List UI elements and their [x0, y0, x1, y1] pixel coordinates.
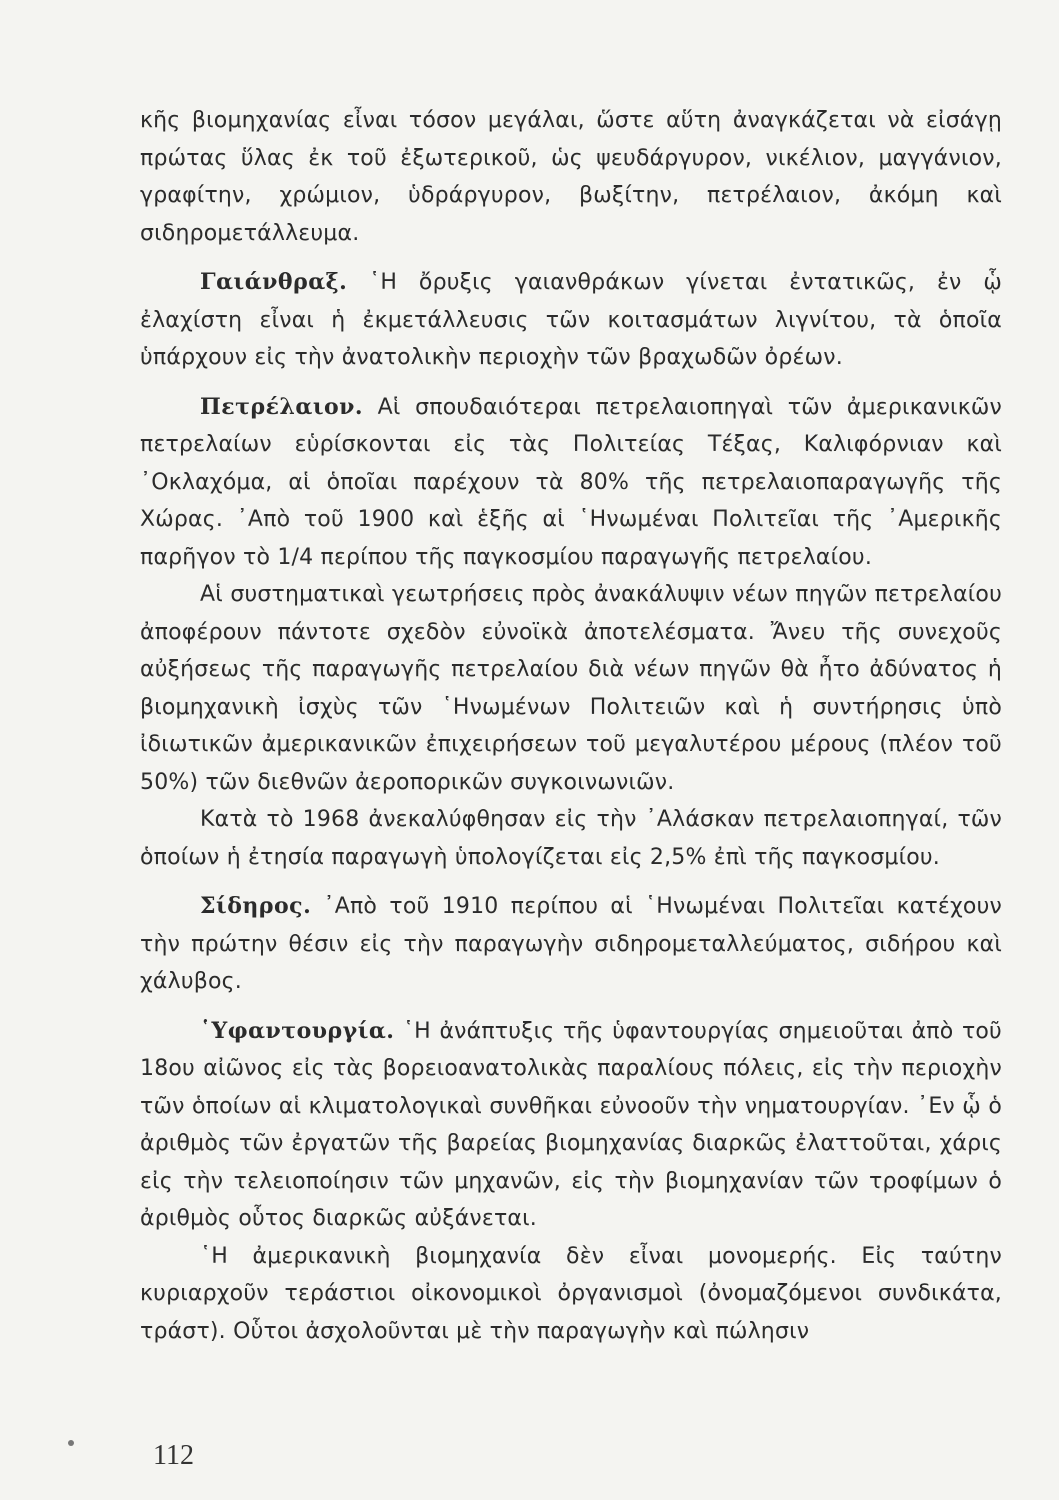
section-heading-coal: Γαιάνθραξ. — [200, 269, 348, 295]
paragraph-industry — [140, 1238, 1002, 1351]
paragraph-text: ῾Η ἀνάπτυξις τῆς ὑφαντουργίας σημειοῦται ἀπὸ τοῦ 18ου αἰῶνος εἰς τὰς βορειοανατολικὰς παραλίους πόλεις, εἰς τὴν περιοχὴν τῶν ὁποίων αἱ κλιματολογικαὶ συνθῆκαι εὐνοοῦν τὴν νηματουργίαν. ᾿Εν ᾧ ὁ ἀριθμὸς τῶν ἐργατῶν τῆς βαρείας βιομηχανίας διαρκῶς ἐλαττοῦται, χάρις εἰς τὴν τελειοποίησιν τῶν μηχανῶν, εἰς τὴν βιομηχανίαν τῶν τροφίμων ὁ ἀριθμὸς οὗτος διαρκῶς αὐξάνεται. — [140, 1018, 1002, 1231]
body-text — [140, 102, 1002, 1350]
ink-speck — [68, 1440, 74, 1446]
paragraph-drilling — [140, 576, 1002, 801]
paragraph-intro — [140, 102, 1002, 252]
paragraph-text: ῾Η ἀμερικανικὴ βιομηχανία δὲν εἶναι μονομερής. Εἰς ταύτην κυριαρχοῦν τεράστιοι οἰκονομικοὶ ὀργανισμοὶ (ὀνομαζόμενοι συνδικάτα, τράστ). Οὗτοι ἀσχολοῦνται μὲ τὴν παραγωγὴν καὶ πώλησιν — [140, 1243, 1002, 1344]
paragraph-textiles — [140, 1013, 1002, 1238]
section-heading-petroleum: Πετρέλαιον. — [200, 393, 364, 420]
paragraph-coal — [140, 264, 1002, 377]
paragraph-text: κῆς βιομηχανίας εἶναι τόσον μεγάλαι, ὥστε αὕτη ἀναγκάζεται νὰ εἰσάγῃ πρώτας ὕλας ἐκ τοῦ ἐξωτερικοῦ, ὡς ψευδάργυρον, νικέλιον, μαγγάνιον, γραφίτην, χρώμιον, ὑδράργυρον, βωξίτην, πετρέλαιον, ἀκόμη καὶ σιδηρομετάλλευμα. — [140, 108, 1002, 246]
paragraph-alaska — [140, 801, 1002, 876]
paragraph-text: Αἱ σπουδαιότεραι πετρελαιοπηγαὶ τῶν ἀμερικανικῶν πετρελαίων εὑρίσκονται εἰς τὰς Πολιτείας Τέξας, Καλιφόρνιαν καὶ ᾿Οκλαχόμα, αἱ ὁποῖαι παρέχουν τὰ 80% τῆς πετρελαιοπαραγωγῆς τῆς Χώρας. ᾿Απὸ τοῦ 1900 καὶ ἑξῆς αἱ ῾Ηνωμέναι Πολιτεῖαι τῆς ᾿Αμερικῆς παρῆγον τὸ 1/4 περίπου τῆς παγκοσμίου παραγωγῆς πετρελαίου. — [140, 394, 1002, 570]
page-number: 112 — [153, 1440, 194, 1471]
paragraph-text: Αἱ συστηματικαὶ γεωτρήσεις πρὸς ἀνακάλυψιν νέων πηγῶν πετρελαίου ἀποφέρουν πάντοτε σχεδὸν εὐνοϊκὰ ἀποτελέσματα. Ἄνευ τῆς συνεχοῦς αὐξήσεως τῆς παραγωγῆς πετρελαίου διὰ νέων πηγῶν θὰ ἦτο ἀδύνατος ἡ βιομηχανικὴ ἰσχὺς τῶν ῾Ηνωμένων Πολιτειῶν καὶ ἡ συντήρησις ὑπὸ ἰδιωτικῶν ἀμερικανικῶν ἐπιχειρήσεων τοῦ μεγαλυτέρου μέρους (πλέον τοῦ 50%) τῶν διεθνῶν ἀεροπορικῶν συγκοινωνιῶν. — [140, 582, 1002, 795]
section-heading-iron: Σίδηρος. — [200, 893, 312, 919]
paragraph-text: ῾Η ὄρυξις γαιανθράκων γίνεται ἐντατικῶς, ἐν ᾧ ἐλαχίστη εἶναι ἡ ἐκμετάλλευσις τῶν κοιτασμάτων λιγνίτου, τὰ ὁποῖα ὑπάρχουν εἰς τὴν ἀνατολικὴν περιοχὴν τῶν βραχωδῶν ὀρέων. — [140, 270, 1002, 370]
section-heading-textiles: ῾Υφαντουργία. — [200, 1017, 395, 1044]
paragraph-text: ᾿Απὸ τοῦ 1910 περίπου αἱ ῾Ηνωμέναι Πολιτεῖαι κατέχουν τὴν πρώτην θέσιν εἰς τὴν παραγωγὴν σιδηρομεταλλεύματος, σιδήρου καὶ χάλυβος. — [140, 894, 1002, 994]
paragraph-text: Κατὰ τὸ 1968 ἀνεκαλύφθησαν εἰς τὴν ᾿Αλάσκαν πετρελαιοπηγαί, τῶν ὁποίων ἡ ἐτησία παραγωγὴ ὑπολογίζεται εἰς 2,5% ἐπὶ τῆς παγκοσμίου. — [140, 807, 1002, 870]
paragraph-petroleum — [140, 389, 1002, 577]
paragraph-iron — [140, 888, 1002, 1001]
